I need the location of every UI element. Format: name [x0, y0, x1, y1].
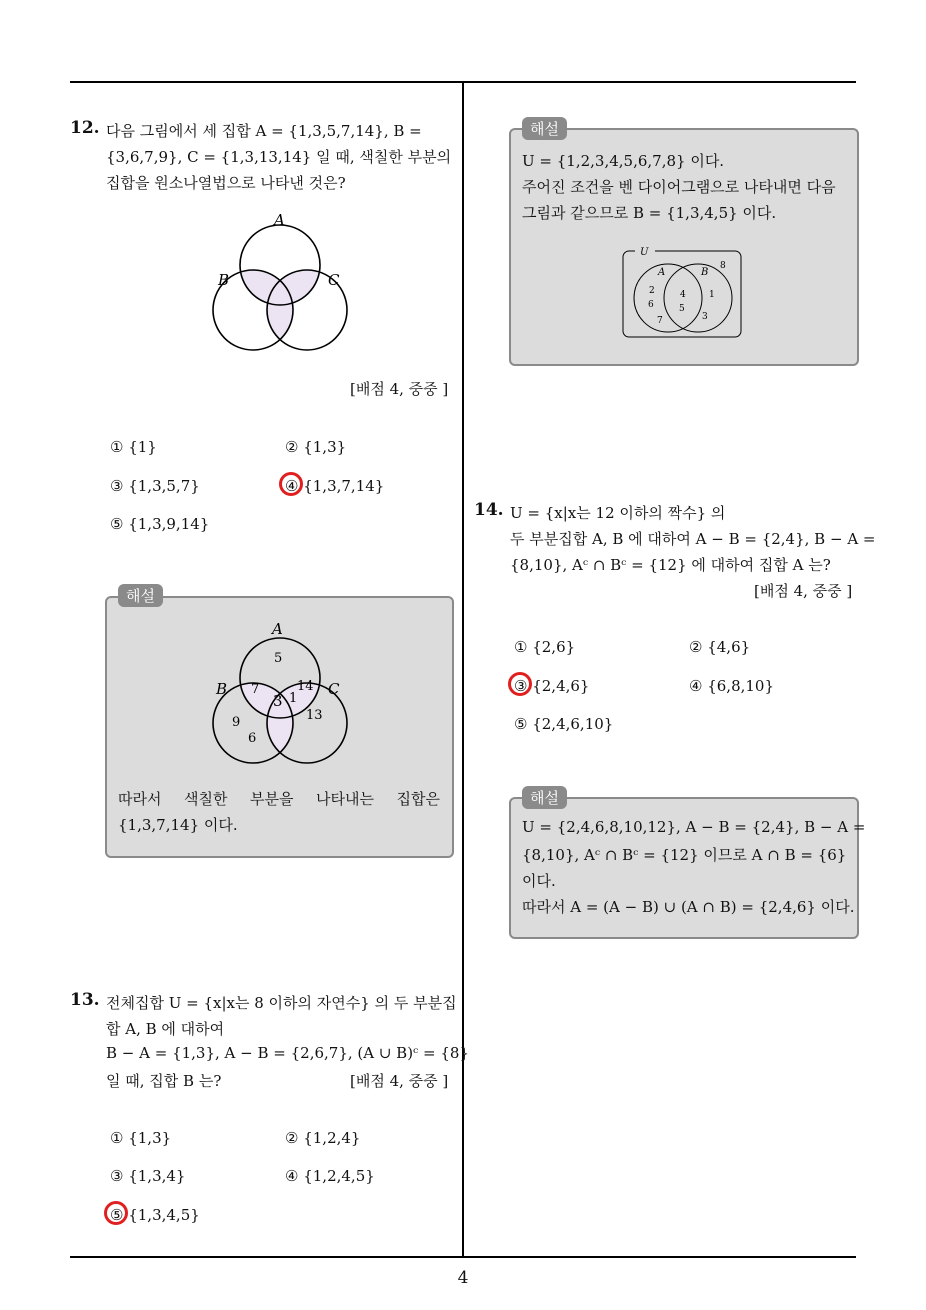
choice-5[interactable]: ⑤ {1,3,9,14}: [110, 515, 210, 533]
solution-text: [118, 788, 440, 809]
question-text: 전체집합 U = {x|x는 8 이하의 자연수} 의 두 부분집: [106, 994, 457, 1012]
choice-4[interactable]: ④ {1,3,7,14}: [285, 477, 385, 495]
solution-tag: 해설: [522, 117, 567, 140]
region-value: 7: [251, 682, 260, 697]
region-value: 6: [248, 731, 257, 746]
set-label: A: [272, 620, 283, 638]
choice-1[interactable]: ① {2,6}: [514, 638, 576, 656]
solution-text: U = {2,4,6,8,10,12}, A − B = {2,4}, B − A =: [522, 818, 866, 836]
solution-text: {8,10}, Aᶜ ∩ Bᶜ = {12} 이므로 A ∩ B = {6}: [522, 846, 847, 864]
set-label: B: [216, 680, 228, 698]
region-value: 7: [657, 316, 663, 326]
region-value: 5: [679, 304, 685, 314]
region-value: 2: [649, 286, 655, 296]
choice-3[interactable]: ③ {1,3,5,7}: [110, 477, 200, 495]
region-value: 6: [648, 300, 654, 310]
set-label: B: [701, 267, 709, 278]
question-text: 일 때, 집합 B 는?: [106, 1072, 222, 1090]
set-label: B: [218, 271, 230, 289]
set-label: C: [328, 271, 340, 289]
score-label: [배점 4, 중중 ]: [754, 582, 853, 600]
solution-text: 그림과 같으므로 B = {1,3,4,5} 이다.: [522, 204, 777, 222]
answer-mark-icon: [508, 672, 532, 696]
column-divider: [462, 82, 464, 1258]
choice-1[interactable]: ① {1,3}: [110, 1129, 172, 1147]
solution-text: 따라서 A = (A − B) ∪ (A ∩ B) = {2,4,6} 이다.: [522, 898, 855, 916]
set-label: C: [328, 680, 340, 698]
solution-tag: 해설: [522, 786, 567, 809]
region-value: 3: [702, 312, 708, 322]
solution-word: 부분을: [250, 790, 294, 808]
choice-1[interactable]: ① {1}: [110, 438, 157, 456]
set-label: A: [274, 211, 285, 229]
question-text: 두 부분집합 A, B 에 대하여 A − B = {2,4}, B − A =: [510, 530, 876, 548]
region-value: 1: [709, 290, 715, 300]
question-number: 14.: [474, 500, 504, 520]
question-text: B − A = {1,3}, A − B = {2,6,7}, (A ∪ B)ᶜ = {8}: [106, 1044, 469, 1062]
question-number: 12.: [70, 118, 100, 138]
choice-5[interactable]: ⑤ {1,3,4,5}: [110, 1206, 200, 1224]
question-text: {8,10}, Aᶜ ∩ Bᶜ = {12} 에 대하여 집합 A 는?: [510, 556, 831, 574]
answer-mark-icon: [279, 472, 303, 496]
solution-tag: 해설: [118, 584, 163, 607]
solution-word: 색칠한: [184, 790, 228, 808]
question-text: {3,6,7,9}, C = {1,3,13,14} 일 때, 색칠한 부분의: [106, 148, 452, 166]
choice-5[interactable]: ⑤ {2,4,6,10}: [514, 715, 614, 733]
question-text: 다음 그림에서 세 집합 A = {1,3,5,7,14}, B =: [106, 122, 422, 140]
solution-word: 따라서: [118, 790, 162, 808]
solution-word: 나타내는: [316, 790, 374, 808]
region-value: 14: [297, 679, 314, 694]
choice-4[interactable]: ④ {6,8,10}: [689, 677, 775, 695]
solution-text: U = {1,2,3,4,5,6,7,8} 이다.: [522, 152, 725, 170]
region-value: 4: [680, 290, 686, 300]
choice-2[interactable]: ② {1,3}: [285, 438, 347, 456]
choice-4[interactable]: ④ {1,2,4,5}: [285, 1167, 375, 1185]
region-value: 9: [232, 715, 241, 730]
solution-venn-diagram: [620, 243, 745, 341]
question-text: 집합을 원소나열법으로 나타낸 것은?: [106, 174, 346, 192]
choice-3[interactable]: ③ {1,3,4}: [110, 1167, 186, 1185]
solution-text: 이다.: [522, 872, 556, 890]
question-text: U = {x|x는 12 이하의 짝수} 의: [510, 504, 726, 522]
region-value: 8: [720, 261, 726, 271]
set-label: U: [640, 247, 649, 258]
page-number: 4: [457, 1268, 469, 1288]
solution-venn-diagram: [200, 618, 360, 773]
score-label: [배점 4, 중중 ]: [350, 380, 449, 398]
solution-word: 집합은: [396, 790, 440, 808]
solution-text: {1,3,7,14} 이다.: [118, 816, 238, 834]
solution-text: 주어진 조건을 벤 다이어그램으로 나타내면 다음: [522, 178, 836, 196]
choice-2[interactable]: ② {4,6}: [689, 638, 751, 656]
region-value: 3: [273, 692, 283, 710]
question-number: 13.: [70, 990, 100, 1010]
set-label: A: [658, 267, 666, 278]
region-value: 13: [306, 708, 323, 723]
region-value: 5: [274, 651, 283, 666]
venn-diagram: [200, 205, 360, 360]
question-text: 합 A, B 에 대하여: [106, 1020, 225, 1038]
score-label: [배점 4, 중중 ]: [350, 1072, 449, 1090]
region-value: 1: [289, 691, 298, 706]
answer-mark-icon: [104, 1201, 128, 1225]
choice-2[interactable]: ② {1,2,4}: [285, 1129, 361, 1147]
choice-3[interactable]: ③ {2,4,6}: [514, 677, 590, 695]
